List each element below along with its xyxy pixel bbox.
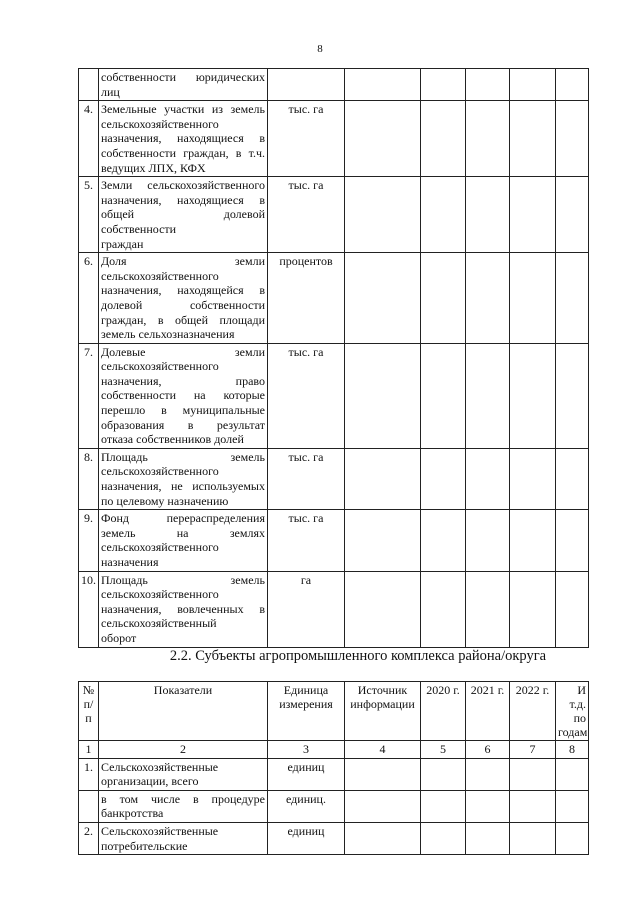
- col-number: 1: [79, 741, 99, 759]
- table-row: [79, 822, 589, 854]
- value-cell: [556, 822, 589, 854]
- indicator-line: потребительские: [101, 838, 188, 853]
- value-cell: [421, 510, 466, 571]
- value-cell: [510, 253, 556, 344]
- value-cell: [556, 69, 589, 101]
- value-cell: [556, 177, 589, 253]
- value-cell: [421, 758, 466, 790]
- section-title: 2.2. Субъекты агропромышленного комплекса района/округа: [169, 648, 547, 664]
- indicator-line: сельскохозяйственного: [101, 359, 219, 374]
- row-number: 4.: [79, 101, 99, 177]
- value-cell: [556, 343, 589, 448]
- indicator-name: [99, 758, 268, 790]
- col-number: 5: [421, 741, 466, 759]
- value-cell: [345, 177, 421, 253]
- page-number: 8: [317, 43, 323, 55]
- row-number: [79, 69, 99, 101]
- table-row: [79, 343, 589, 448]
- table-row: [79, 510, 589, 571]
- land-indicators-table: [78, 68, 589, 648]
- row-number: 1.: [79, 758, 99, 790]
- indicator-line: образования в результат: [101, 417, 265, 432]
- value-cell: [556, 790, 589, 822]
- value-cell: [556, 448, 589, 509]
- indicator-line: Долевые земли: [101, 344, 265, 359]
- indicator-line: земель сельхозназначения: [101, 327, 235, 342]
- header-indicators: Показатели: [99, 682, 268, 741]
- indicator-line: назначения, право: [101, 373, 265, 388]
- indicator-line: по целевому назначению: [101, 493, 229, 508]
- value-cell: [466, 571, 510, 647]
- indicator-line: ведущих ЛПХ, КФХ: [101, 160, 206, 175]
- unit-of-measure: тыс. га: [268, 177, 345, 253]
- value-cell: [510, 343, 556, 448]
- indicator-line: собственности граждан, в т.ч.: [101, 145, 265, 160]
- value-cell: [421, 822, 466, 854]
- header-2020: 2020 г.: [421, 682, 466, 741]
- indicator-line: Площадь земель: [101, 572, 265, 587]
- header-2022: 2022 г.: [510, 682, 556, 741]
- column-numbers-row: [79, 741, 589, 759]
- indicator-line: собственности на которые: [101, 388, 265, 403]
- row-number: 7.: [79, 343, 99, 448]
- value-cell: [421, 253, 466, 344]
- indicator-line: Земли сельскохозяйственного: [101, 178, 265, 193]
- indicator-line: сельскохозяйственного: [101, 268, 219, 283]
- row-number: [79, 790, 99, 822]
- value-cell: [510, 101, 556, 177]
- table-row: [79, 758, 589, 790]
- table-row: [79, 177, 589, 253]
- table-row: [79, 448, 589, 509]
- agro-subjects-table: [78, 681, 589, 855]
- indicator-name: [99, 343, 268, 448]
- indicator-line: назначения, находящиеся в: [101, 192, 265, 207]
- indicator-line: лиц: [101, 84, 120, 99]
- indicator-line: Площадь земель: [101, 449, 265, 464]
- value-cell: [510, 758, 556, 790]
- value-cell: [421, 177, 466, 253]
- table-row: [79, 571, 589, 647]
- indicator-line: общей долевой: [101, 207, 265, 222]
- indicator-line: назначения, находящейся в: [101, 283, 265, 298]
- col-number: 2: [99, 741, 268, 759]
- unit-of-measure: единиц: [268, 822, 345, 854]
- value-cell: [345, 343, 421, 448]
- indicator-line: Земельные участки из земель: [101, 102, 265, 117]
- unit-of-measure: тыс. га: [268, 510, 345, 571]
- value-cell: [466, 510, 510, 571]
- indicator-name: [99, 448, 268, 509]
- indicator-line: граждан: [101, 236, 144, 251]
- indicator-name: [99, 510, 268, 571]
- indicator-line: собственности юридических: [101, 70, 265, 84]
- value-cell: [510, 790, 556, 822]
- value-cell: [345, 822, 421, 854]
- value-cell: [556, 253, 589, 344]
- table-header-row: [79, 682, 589, 741]
- row-number: 2.: [79, 822, 99, 854]
- value-cell: [510, 69, 556, 101]
- value-cell: [556, 758, 589, 790]
- indicator-line: сельскохозяйственного: [101, 540, 219, 555]
- value-cell: [556, 571, 589, 647]
- header-num: № п/п: [79, 682, 99, 741]
- value-cell: [466, 253, 510, 344]
- value-cell: [421, 448, 466, 509]
- indicator-line: долевой собственности: [101, 297, 265, 312]
- unit-of-measure: тыс. га: [268, 448, 345, 509]
- value-cell: [421, 571, 466, 647]
- row-number: 10.: [79, 571, 99, 647]
- row-number: 9.: [79, 510, 99, 571]
- value-cell: [510, 822, 556, 854]
- value-cell: [466, 101, 510, 177]
- indicator-line: назначения, не используемых: [101, 479, 265, 494]
- value-cell: [556, 101, 589, 177]
- value-cell: [466, 758, 510, 790]
- row-number: 8.: [79, 448, 99, 509]
- value-cell: [466, 822, 510, 854]
- value-cell: [466, 343, 510, 448]
- unit-of-measure: единиц.: [268, 790, 345, 822]
- col-number: 3: [268, 741, 345, 759]
- indicator-line: сельскохозяйственный: [101, 616, 217, 631]
- indicator-line: отказа собственников долей: [101, 432, 244, 447]
- indicator-line: назначения: [101, 555, 159, 569]
- indicator-line: банкротства: [101, 806, 164, 821]
- value-cell: [345, 758, 421, 790]
- table-row: [79, 253, 589, 344]
- value-cell: [345, 101, 421, 177]
- indicator-line: Сельскохозяйственные: [101, 823, 219, 838]
- indicator-line: собственности: [101, 221, 177, 236]
- indicator-line: земель на землях: [101, 525, 265, 540]
- value-cell: [510, 448, 556, 509]
- indicator-name: [99, 822, 268, 854]
- indicator-line: перешло в муниципальные: [101, 403, 265, 418]
- col-number: 4: [345, 741, 421, 759]
- indicator-line: сельскохозяйственного: [101, 587, 219, 602]
- value-cell: [466, 177, 510, 253]
- value-cell: [345, 448, 421, 509]
- value-cell: [421, 69, 466, 101]
- unit-of-measure: га: [268, 571, 345, 647]
- unit-of-measure: тыс. га: [268, 343, 345, 448]
- header-2021: 2021 г.: [466, 682, 510, 741]
- row-number: 5.: [79, 177, 99, 253]
- indicator-name: [99, 571, 268, 647]
- unit-of-measure: тыс. га: [268, 101, 345, 177]
- indicator-line: организации, всего: [101, 774, 199, 789]
- value-cell: [510, 510, 556, 571]
- table-row: [79, 101, 589, 177]
- value-cell: [510, 571, 556, 647]
- value-cell: [345, 790, 421, 822]
- indicator-name: [99, 790, 268, 822]
- value-cell: [510, 177, 556, 253]
- value-cell: [556, 510, 589, 571]
- table-row: [79, 69, 589, 101]
- indicator-name: [99, 69, 268, 101]
- value-cell: [466, 790, 510, 822]
- indicator-line: граждан, в общей площади: [101, 312, 265, 327]
- value-cell: [345, 69, 421, 101]
- value-cell: [345, 253, 421, 344]
- indicator-name: [99, 253, 268, 344]
- indicator-line: Доля земли: [101, 254, 265, 269]
- indicator-line: в том числе в процедуре: [101, 791, 265, 806]
- col-number: 7: [510, 741, 556, 759]
- col-number: 6: [466, 741, 510, 759]
- indicator-name: [99, 177, 268, 253]
- unit-of-measure: процентов: [268, 253, 345, 344]
- indicator-line: Фонд перераспределения: [101, 511, 265, 526]
- indicator-line: назначения, находящиеся в: [101, 131, 265, 146]
- col-number: 8: [556, 741, 589, 759]
- indicator-line: сельскохозяйственного: [101, 464, 219, 479]
- indicator-name: [99, 101, 268, 177]
- value-cell: [345, 571, 421, 647]
- value-cell: [421, 343, 466, 448]
- indicator-line: назначения, вовлеченных в: [101, 601, 265, 616]
- row-number: 6.: [79, 253, 99, 344]
- value-cell: [466, 69, 510, 101]
- indicator-line: оборот: [101, 630, 137, 645]
- value-cell: [466, 448, 510, 509]
- indicator-line: сельскохозяйственного: [101, 116, 219, 131]
- value-cell: [345, 510, 421, 571]
- unit-of-measure: единиц: [268, 758, 345, 790]
- value-cell: [421, 101, 466, 177]
- unit-of-measure: [268, 69, 345, 101]
- header-unit: Единица измерения: [268, 682, 345, 741]
- header-total: И т.д. по годам: [556, 682, 589, 741]
- header-source: Источник информации: [345, 682, 421, 741]
- value-cell: [421, 790, 466, 822]
- indicator-line: Сельскохозяйственные: [101, 759, 219, 774]
- table-row: [79, 790, 589, 822]
